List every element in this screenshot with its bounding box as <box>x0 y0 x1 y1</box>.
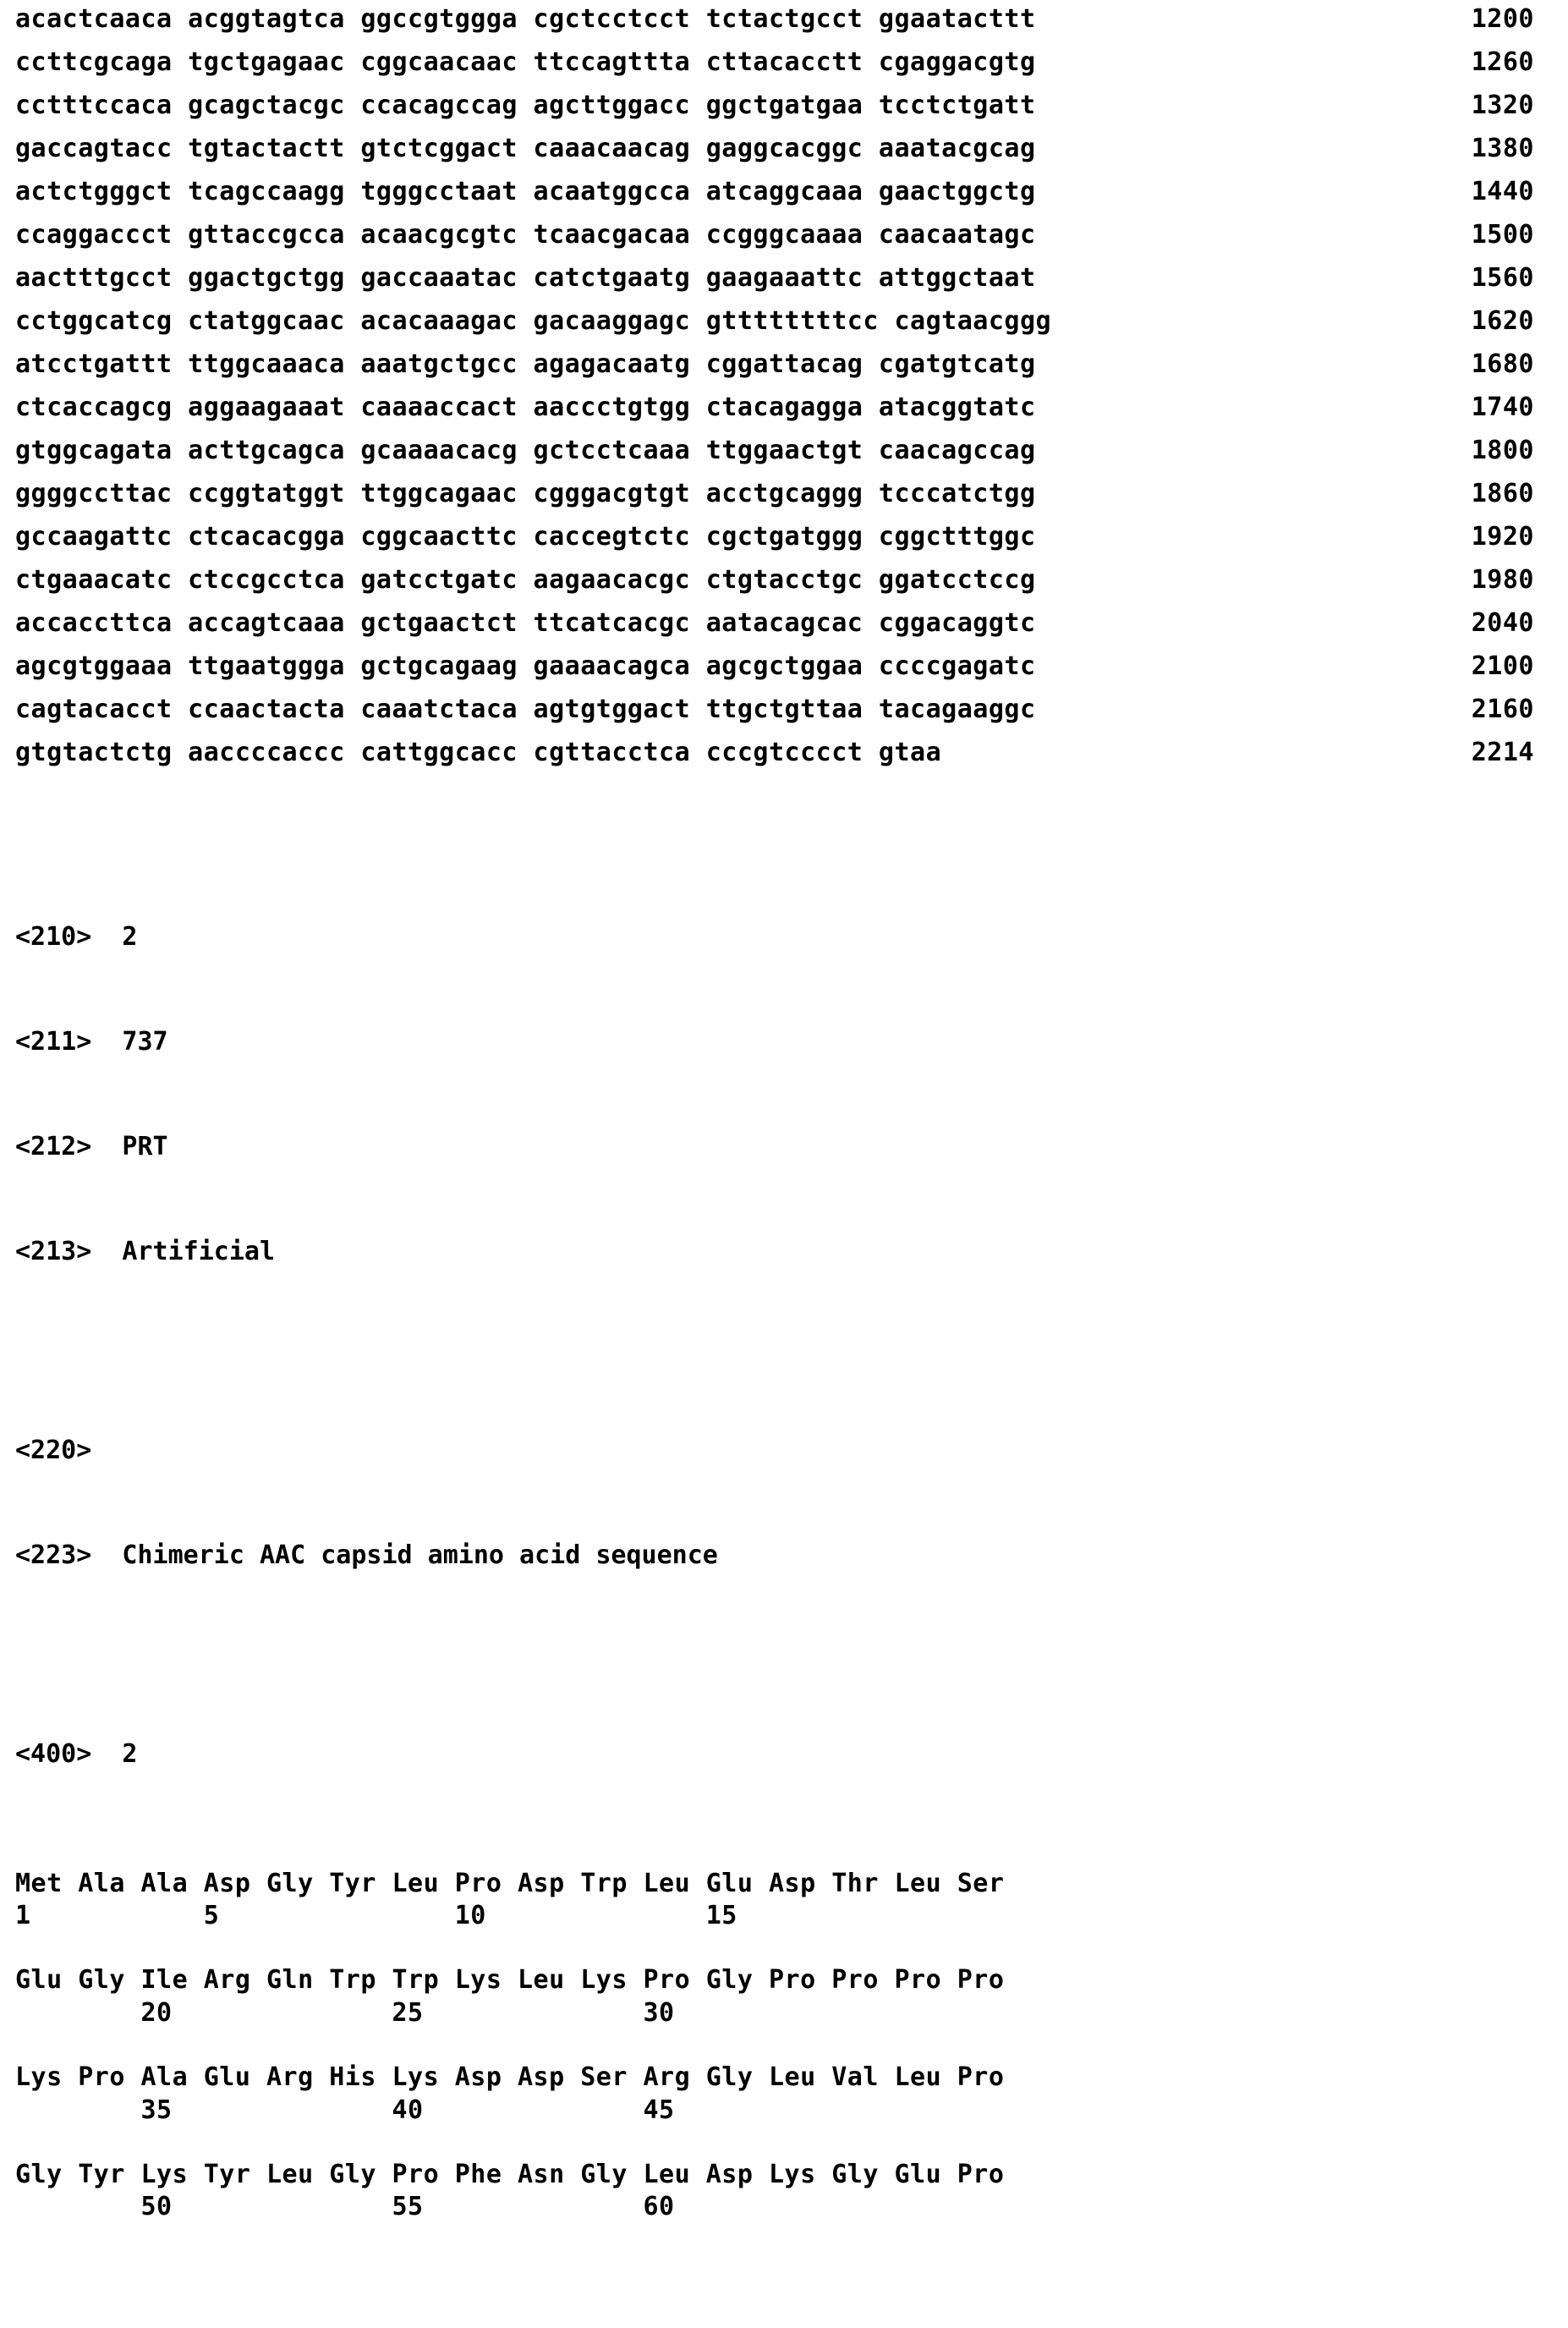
sequence-text: ctcaccagcg aggaagaaat caaaaccact aaccctgtgg ctacagagga atacggtatc <box>15 393 1036 422</box>
sequence-text: gccaagattc ctcacacgga cggcaacttc caccegtctc cgctgatggg cggctttggc <box>15 522 1036 552</box>
sequence-text: gtggcagata acttgcagca gcaaaacacg gctcctcaaa ttggaactgt caacagccag <box>15 436 1036 465</box>
meta-spacer <box>15 1339 1568 1363</box>
sequence-position-number: 1440 <box>1471 177 1534 206</box>
sequence-text: gtgtactctg aaccccaccc cattggcacc cgttacctca cccgtcccct gtaa <box>15 738 942 767</box>
protein-group <box>15 1868 1568 1933</box>
sequence-text: ccttcgcaga tgctgagaac cggcaacaac ttccagttta cttacacctt cgaggacgtg <box>15 47 1036 77</box>
nucleotide-sequence-block <box>0 0 1568 783</box>
sequence-row <box>15 349 1534 395</box>
meta-line-210: <210> 2 <box>15 921 138 952</box>
sequence-metadata-block <box>0 849 1568 1842</box>
protein-numbering-line: 35 40 45 <box>15 2095 675 2125</box>
sequence-position-number: 1500 <box>1471 220 1534 250</box>
sequence-row <box>15 222 1534 266</box>
sequence-text: cagtacacct ccaactacta caaatctaca agtgtggact ttgctgttaa tacagaaggc <box>15 695 1036 724</box>
sequence-text: agcgtggaaa ttgaatggga gctgcagaag gaaaacagca agcgctggaa ccccgagatc <box>15 651 1036 681</box>
sequence-row <box>15 93 1534 136</box>
sequence-text: ggggccttac ccggtatggt ttggcagaac cgggacgtgt acctgcaggg tcccatctgg <box>15 479 1036 508</box>
protein-group <box>15 1964 1568 2029</box>
sequence-position-number: 2040 <box>1471 608 1534 638</box>
sequence-position-number: 2214 <box>1471 738 1534 767</box>
sequence-text: accaccttca accagtcaaa gctgaactct ttcatcacgc aatacagcac cggacaggtc <box>15 608 1036 638</box>
sequence-row <box>15 136 1534 179</box>
meta-line-220: <220> <box>15 1436 92 1466</box>
protein-group <box>15 2159 1568 2224</box>
sequence-text: cctggcatcg ctatggcaac acacaaagac gacaaggagc gttttttttcc cagtaacggg <box>15 306 1052 336</box>
protein-group <box>15 2062 1568 2127</box>
sequence-row <box>15 306 1534 352</box>
sequence-position-number: 1980 <box>1471 565 1534 595</box>
meta-line-400: <400> 2 <box>15 1739 138 1770</box>
sequence-row <box>15 395 1534 438</box>
protein-numbering-line: 1 5 10 15 <box>15 1900 737 1930</box>
sequence-position-number: 1860 <box>1471 479 1534 508</box>
sequence-position-number: 1560 <box>1471 263 1534 293</box>
sequence-row <box>15 481 1534 524</box>
sequence-text: atcctgattt ttggcaaaca aaatgctgcc agagacaatg cggattacag cgatgtcatg <box>15 349 1036 379</box>
sequence-row <box>15 179 1534 222</box>
sequence-text: acactcaaca acggtagtca ggccgtggga cgctcctcct tctactgcct ggaatacttt <box>15 4 1036 34</box>
sequence-row <box>15 697 1534 740</box>
meta-line-223: <223> Chimeric AAC capsid amino acid sequence <box>15 1540 718 1571</box>
sequence-position-number: 1800 <box>1471 436 1534 465</box>
protein-numbering-line: 20 25 30 <box>15 1997 675 2028</box>
sequence-row <box>15 47 1534 93</box>
meta-line-211: <211> 737 <box>15 1026 168 1057</box>
block-spacer <box>0 783 1568 849</box>
sequence-position-number: 1320 <box>1471 91 1534 120</box>
sequence-position-number: 1740 <box>1471 393 1534 422</box>
sequence-row <box>15 263 1534 309</box>
sequence-text: ctgaaacatc ctccgcctca gatcctgatc aagaacacgc ctgtacctgc ggatcctccg <box>15 565 1036 595</box>
sequence-text: gaccagtacc tgtactactt gtctcggact caaacaacag gaggcacggc aaatacgcag <box>15 134 1036 163</box>
sequence-row <box>15 740 1534 783</box>
meta-line-212: <212> PRT <box>15 1132 168 1162</box>
sequence-position-number: 2160 <box>1471 695 1534 724</box>
sequence-row <box>15 608 1534 654</box>
sequence-row <box>15 4 1534 50</box>
sequence-row <box>15 524 1534 568</box>
protein-residues-line: Met Ala Ala Asp Gly Tyr Leu Pro Asp Trp Leu Glu Asp Thr Leu Ser <box>15 1868 1005 1898</box>
sequence-position-number: 2100 <box>1471 651 1534 681</box>
sequence-text: cctttccaca gcagctacgc ccacagccag agcttggacc ggctgatgaa tcctctgatt <box>15 91 1036 120</box>
protein-residues-line: Glu Gly Ile Arg Gln Trp Trp Lys Leu Lys Pro Gly Pro Pro Pro Pro <box>15 1965 1005 1996</box>
sequence-text: ccaggaccct gttaccgcca acaacgcgtc tcaacgacaa ccgggcaaaa caacaatagc <box>15 220 1036 250</box>
protein-residues-line: Lys Pro Ala Glu Arg His Lys Asp Asp Ser Arg Gly Leu Val Leu Pro <box>15 2062 1005 2093</box>
sequence-row <box>15 651 1534 697</box>
sequence-position-number: 1920 <box>1471 522 1534 552</box>
sequence-position-number: 1260 <box>1471 47 1534 77</box>
sequence-position-number: 1380 <box>1471 134 1534 163</box>
meta-spacer <box>15 1644 1568 1667</box>
sequence-row <box>15 565 1534 611</box>
protein-numbering-line: 50 55 60 <box>15 2192 675 2222</box>
sequence-text: aactttgcct ggactgctgg gaccaaatac catctgaatg gaagaaattc attggctaat <box>15 263 1036 293</box>
sequence-position-number: 1200 <box>1471 4 1534 34</box>
meta-line-213: <213> Artificial <box>15 1237 276 1267</box>
protein-residues-line: Gly Tyr Lys Tyr Leu Gly Pro Phe Asn Gly Leu Asp Lys Gly Glu Pro <box>15 2159 1005 2189</box>
protein-sequence-block <box>0 1868 1568 2224</box>
sequence-row <box>15 438 1534 481</box>
sequence-position-number: 1620 <box>1471 306 1534 336</box>
sequence-text: actctgggct tcagccaagg tgggcctaat acaatggcca atcaggcaaa gaactggctg <box>15 177 1036 206</box>
sequence-position-number: 1680 <box>1471 349 1534 379</box>
